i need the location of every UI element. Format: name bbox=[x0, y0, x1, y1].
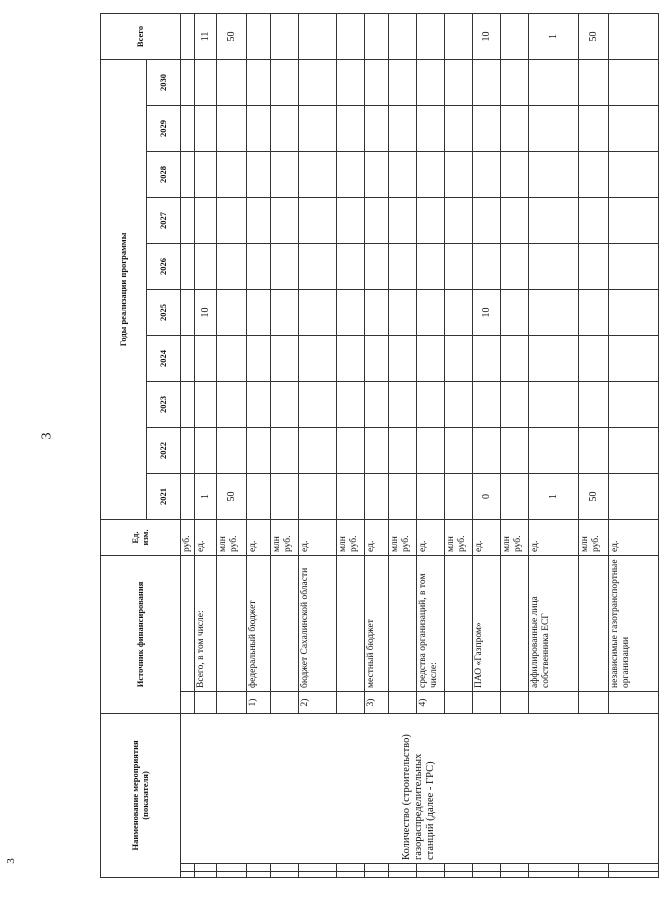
year-value-cell bbox=[444, 381, 472, 427]
total-value-cell bbox=[246, 13, 270, 59]
margin-cell bbox=[336, 872, 364, 878]
year-value-cell bbox=[194, 151, 216, 197]
year-value-cell: 10 bbox=[194, 289, 216, 335]
margin-cell bbox=[500, 872, 528, 878]
year-value-cell bbox=[416, 335, 444, 381]
year-value-cell bbox=[388, 289, 416, 335]
margin-cell bbox=[270, 864, 298, 872]
total-value-cell: 11 bbox=[194, 13, 216, 59]
year-value-cell bbox=[472, 427, 500, 473]
year-value-cell bbox=[578, 335, 608, 381]
year-value-cell bbox=[364, 151, 388, 197]
year-value-cell bbox=[298, 335, 336, 381]
unit-cell: ед. bbox=[528, 519, 578, 555]
header-name-label: Наименование мероприятия bbox=[129, 740, 140, 851]
source-cell bbox=[500, 555, 528, 691]
total-value-cell bbox=[444, 13, 472, 59]
source-cell: бюджет Сахалинской области bbox=[298, 555, 336, 691]
year-value-cell bbox=[364, 427, 388, 473]
year-value-cell bbox=[216, 151, 246, 197]
year-value-cell: 50 bbox=[578, 473, 608, 519]
total-value-cell bbox=[500, 13, 528, 59]
row-number-cell bbox=[194, 691, 216, 713]
total-value-cell bbox=[388, 13, 416, 59]
year-value-cell bbox=[194, 59, 216, 105]
year-value-cell bbox=[528, 151, 578, 197]
year-value-cell bbox=[246, 427, 270, 473]
year-value-cell bbox=[608, 427, 658, 473]
header-year: 2026 bbox=[147, 243, 181, 289]
header-year: 2025 bbox=[147, 289, 181, 335]
year-value-cell bbox=[578, 197, 608, 243]
rotated-table-frame bbox=[100, 18, 631, 878]
year-value-cell bbox=[194, 105, 216, 151]
year-value-cell bbox=[578, 59, 608, 105]
year-value-cell bbox=[216, 381, 246, 427]
year-value-cell bbox=[246, 289, 270, 335]
table-body bbox=[181, 13, 659, 877]
year-value-cell: 50 bbox=[216, 473, 246, 519]
year-value-cell bbox=[500, 151, 528, 197]
row-number-cell bbox=[528, 691, 578, 713]
margin-cell bbox=[246, 872, 270, 878]
year-value-cell bbox=[500, 335, 528, 381]
source-cell bbox=[444, 555, 472, 691]
unit-cell: млн руб. bbox=[216, 519, 246, 555]
year-value-cell bbox=[444, 335, 472, 381]
source-cell bbox=[216, 555, 246, 691]
year-value-cell bbox=[194, 197, 216, 243]
year-value-cell bbox=[216, 427, 246, 473]
year-value-cell bbox=[500, 197, 528, 243]
header-year: 2027 bbox=[147, 197, 181, 243]
year-value-cell bbox=[388, 335, 416, 381]
year-value-cell bbox=[388, 197, 416, 243]
year-value-cell bbox=[246, 243, 270, 289]
year-value-cell bbox=[416, 243, 444, 289]
year-value-cell bbox=[500, 473, 528, 519]
year-value-cell bbox=[388, 427, 416, 473]
measure-name: Количество (строительство) газораспределительных станций (далее - ГРС) bbox=[401, 734, 437, 860]
year-value-cell bbox=[270, 335, 298, 381]
year-value-cell bbox=[216, 289, 246, 335]
margin-cell bbox=[416, 872, 444, 878]
year-value-cell bbox=[216, 335, 246, 381]
margin-cell bbox=[528, 864, 578, 872]
row-number-cell: 3) bbox=[364, 691, 388, 713]
year-value-cell bbox=[270, 59, 298, 105]
year-value-cell bbox=[444, 197, 472, 243]
year-value-cell bbox=[336, 151, 364, 197]
year-value-cell bbox=[336, 197, 364, 243]
row-number-cell bbox=[578, 691, 608, 713]
year-value-cell bbox=[578, 289, 608, 335]
year-value-cell bbox=[528, 427, 578, 473]
year-value-cell bbox=[416, 197, 444, 243]
year-value-cell bbox=[336, 105, 364, 151]
margin-cell bbox=[364, 872, 388, 878]
year-value-cell bbox=[578, 151, 608, 197]
source-cell bbox=[270, 555, 298, 691]
year-value-cell bbox=[444, 59, 472, 105]
margin-cell bbox=[578, 864, 608, 872]
year-value-cell bbox=[270, 151, 298, 197]
year-value-cell: 1 bbox=[528, 473, 578, 519]
unit-cell: ед. bbox=[246, 519, 270, 555]
unit-cell: млн руб. bbox=[388, 519, 416, 555]
year-value-cell bbox=[336, 335, 364, 381]
margin-cell bbox=[472, 864, 500, 872]
total-value-cell: 50 bbox=[216, 13, 246, 59]
year-value-cell bbox=[194, 381, 216, 427]
year-value-cell bbox=[336, 289, 364, 335]
total-value-cell bbox=[336, 13, 364, 59]
year-value-cell bbox=[388, 59, 416, 105]
source-cell: аффилированные лица собственника ЕСГ bbox=[528, 555, 578, 691]
source-cell: федеральный бюджет bbox=[246, 555, 270, 691]
year-value-cell bbox=[472, 197, 500, 243]
unit-cell: ед. bbox=[364, 519, 388, 555]
total-value-cell: 10 bbox=[472, 13, 500, 59]
header-year: 2024 bbox=[147, 335, 181, 381]
year-value-cell bbox=[364, 105, 388, 151]
header-unit-column: Ед. изм. bbox=[101, 519, 181, 555]
row-number-cell bbox=[216, 691, 246, 713]
header-year: 2028 bbox=[147, 151, 181, 197]
measure-name-cell bbox=[181, 713, 659, 863]
year-value-cell bbox=[416, 427, 444, 473]
row-number-cell: 4) bbox=[416, 691, 444, 713]
margin-cell bbox=[298, 872, 336, 878]
row-number-cell bbox=[388, 691, 416, 713]
row-number-cell bbox=[270, 691, 298, 713]
year-value-cell bbox=[608, 151, 658, 197]
year-value-cell bbox=[194, 243, 216, 289]
year-value-cell bbox=[416, 289, 444, 335]
header-source-column: Источник финансирования bbox=[101, 555, 181, 713]
year-value-cell bbox=[388, 151, 416, 197]
year-value-cell bbox=[216, 243, 246, 289]
year-value-cell bbox=[336, 473, 364, 519]
year-value-cell bbox=[608, 197, 658, 243]
year-value-cell bbox=[364, 335, 388, 381]
year-value-cell bbox=[416, 151, 444, 197]
year-value-cell bbox=[444, 105, 472, 151]
year-value-cell bbox=[364, 473, 388, 519]
year-value-cell bbox=[444, 473, 472, 519]
margin-cell bbox=[528, 872, 578, 878]
year-value-cell bbox=[578, 105, 608, 151]
year-value-cell bbox=[246, 105, 270, 151]
year-value-cell bbox=[388, 381, 416, 427]
year-value-cell bbox=[608, 243, 658, 289]
unit-cell: млн руб. bbox=[444, 519, 472, 555]
year-value-cell bbox=[444, 427, 472, 473]
margin-cell bbox=[608, 872, 658, 878]
year-value-cell bbox=[364, 59, 388, 105]
year-value-cell bbox=[270, 289, 298, 335]
margin-cell bbox=[444, 872, 472, 878]
year-value-cell bbox=[500, 381, 528, 427]
source-cell: Всего, в том числе: bbox=[194, 555, 216, 691]
year-value-cell bbox=[608, 473, 658, 519]
year-value-cell bbox=[364, 243, 388, 289]
header-year: 2021 bbox=[147, 473, 181, 519]
unit-cell: ед. bbox=[608, 519, 658, 555]
margin-cell bbox=[500, 864, 528, 872]
year-value-cell bbox=[336, 59, 364, 105]
year-value-cell bbox=[270, 243, 298, 289]
source-cell bbox=[336, 555, 364, 691]
year-value-cell: 1 bbox=[194, 473, 216, 519]
year-value-cell bbox=[388, 243, 416, 289]
financing-table bbox=[100, 13, 659, 878]
year-value-cell bbox=[298, 243, 336, 289]
year-value-cell bbox=[528, 243, 578, 289]
year-value-cell bbox=[364, 197, 388, 243]
row-number-cell bbox=[500, 691, 528, 713]
year-value-cell bbox=[500, 427, 528, 473]
margin-row-number: 3 bbox=[4, 858, 17, 864]
year-value-cell bbox=[298, 289, 336, 335]
year-value-cell bbox=[578, 427, 608, 473]
margin-cell bbox=[364, 864, 388, 872]
unit-cell: млн руб. bbox=[270, 519, 298, 555]
margin-cell bbox=[336, 864, 364, 872]
year-value-cell bbox=[416, 105, 444, 151]
year-value-cell bbox=[500, 243, 528, 289]
source-cell bbox=[578, 555, 608, 691]
margin-cell bbox=[388, 864, 416, 872]
header-year: 2030 bbox=[147, 59, 181, 105]
unit-cell: млн руб. bbox=[336, 519, 364, 555]
year-value-cell: 10 bbox=[472, 289, 500, 335]
unit-cell: млн руб. bbox=[500, 519, 528, 555]
year-value-cell bbox=[336, 381, 364, 427]
year-value-cell bbox=[444, 243, 472, 289]
year-value-cell bbox=[608, 381, 658, 427]
source-cell: местный бюджет bbox=[364, 555, 388, 691]
year-value-cell bbox=[364, 381, 388, 427]
year-value-cell bbox=[528, 381, 578, 427]
row-number-cell bbox=[472, 691, 500, 713]
year-value-cell bbox=[298, 427, 336, 473]
year-value-cell bbox=[298, 381, 336, 427]
total-value-cell bbox=[416, 13, 444, 59]
row-number-cell bbox=[336, 691, 364, 713]
unit-cell: ед. bbox=[416, 519, 444, 555]
row-number-cell: 2) bbox=[298, 691, 336, 713]
year-value-cell bbox=[298, 59, 336, 105]
year-value-cell bbox=[364, 289, 388, 335]
year-value-cell bbox=[608, 105, 658, 151]
margin-cell bbox=[578, 872, 608, 878]
year-value-cell bbox=[298, 197, 336, 243]
year-value-cell bbox=[500, 105, 528, 151]
source-cell bbox=[388, 555, 416, 691]
margin-cell bbox=[216, 864, 246, 872]
year-value-cell bbox=[194, 335, 216, 381]
year-value-cell bbox=[298, 151, 336, 197]
year-value-cell bbox=[246, 381, 270, 427]
year-value-cell bbox=[416, 473, 444, 519]
unit-cell: руб. bbox=[181, 519, 195, 555]
total-value-cell bbox=[608, 13, 658, 59]
header-year: 2022 bbox=[147, 427, 181, 473]
year-value-cell bbox=[472, 335, 500, 381]
margin-cell bbox=[444, 864, 472, 872]
year-value-cell: 0 bbox=[472, 473, 500, 519]
year-value-cell bbox=[608, 59, 658, 105]
header-years-group: Годы реализации программы bbox=[101, 59, 147, 519]
year-value-cell bbox=[216, 59, 246, 105]
year-value-cell bbox=[608, 289, 658, 335]
total-value-cell bbox=[270, 13, 298, 59]
year-value-cell bbox=[216, 197, 246, 243]
margin-cell bbox=[270, 872, 298, 878]
year-value-cell bbox=[528, 289, 578, 335]
source-cell: независимые газотранспортные организации bbox=[608, 555, 658, 691]
year-value-cell bbox=[298, 473, 336, 519]
year-value-cell bbox=[444, 151, 472, 197]
year-value-cell bbox=[216, 105, 246, 151]
year-value-cell bbox=[246, 197, 270, 243]
year-value-cell bbox=[500, 59, 528, 105]
year-value-cell bbox=[194, 427, 216, 473]
table-row bbox=[181, 13, 195, 877]
financing-table-sheet bbox=[100, 18, 631, 878]
margin-cell bbox=[194, 864, 216, 872]
header-name-column bbox=[101, 713, 181, 877]
year-value-cell bbox=[416, 59, 444, 105]
year-value-cell bbox=[388, 105, 416, 151]
year-value-cell bbox=[528, 335, 578, 381]
year-value-cell bbox=[270, 473, 298, 519]
year-value-cell bbox=[246, 473, 270, 519]
row-number-cell bbox=[608, 691, 658, 713]
year-value-cell bbox=[472, 59, 500, 105]
page-number: 3 bbox=[39, 432, 55, 440]
year-value-cell bbox=[528, 105, 578, 151]
margin-cell bbox=[194, 872, 216, 878]
source-cell: средства организаций, в том числе: bbox=[416, 555, 444, 691]
year-value-cell bbox=[270, 197, 298, 243]
year-value-cell bbox=[246, 335, 270, 381]
year-value-cell bbox=[270, 105, 298, 151]
margin-cell bbox=[472, 872, 500, 878]
header-year: 2023 bbox=[147, 381, 181, 427]
total-value-cell: 50 bbox=[578, 13, 608, 59]
margin-cell bbox=[388, 872, 416, 878]
year-value-cell bbox=[388, 473, 416, 519]
unit-cell: ед. bbox=[194, 519, 216, 555]
year-value-cell bbox=[472, 381, 500, 427]
year-value-cell bbox=[608, 335, 658, 381]
year-value-cell bbox=[336, 427, 364, 473]
year-value-cell bbox=[578, 243, 608, 289]
header-total-column: Всего bbox=[101, 13, 181, 59]
header-year: 2029 bbox=[147, 105, 181, 151]
source-cell: ПАО «Газпром» bbox=[472, 555, 500, 691]
year-value-cell bbox=[416, 381, 444, 427]
header-name-sublabel: (показателя) bbox=[139, 771, 150, 820]
margin-cell bbox=[246, 864, 270, 872]
row-number-cell bbox=[444, 691, 472, 713]
year-value-cell bbox=[298, 105, 336, 151]
year-value-cell bbox=[246, 59, 270, 105]
total-value-cell bbox=[364, 13, 388, 59]
year-value-cell bbox=[444, 289, 472, 335]
year-value-cell bbox=[472, 243, 500, 289]
year-value-cell bbox=[246, 151, 270, 197]
year-value-cell bbox=[500, 289, 528, 335]
year-value-cell bbox=[528, 59, 578, 105]
total-value-cell: 1 bbox=[528, 13, 578, 59]
margin-cell bbox=[298, 864, 336, 872]
unit-cell: млн руб. bbox=[578, 519, 608, 555]
year-value-cell bbox=[270, 427, 298, 473]
year-value-cell bbox=[528, 197, 578, 243]
margin-cell bbox=[608, 864, 658, 872]
row-number-cell: 1) bbox=[246, 691, 270, 713]
unit-cell: ед. bbox=[472, 519, 500, 555]
total-value-cell bbox=[298, 13, 336, 59]
year-value-cell bbox=[578, 381, 608, 427]
year-value-cell bbox=[270, 381, 298, 427]
year-value-cell bbox=[336, 243, 364, 289]
year-value-cell bbox=[472, 151, 500, 197]
margin-cell bbox=[416, 864, 444, 872]
unit-cell: ед. bbox=[298, 519, 336, 555]
margin-cell bbox=[216, 872, 246, 878]
year-value-cell bbox=[472, 105, 500, 151]
